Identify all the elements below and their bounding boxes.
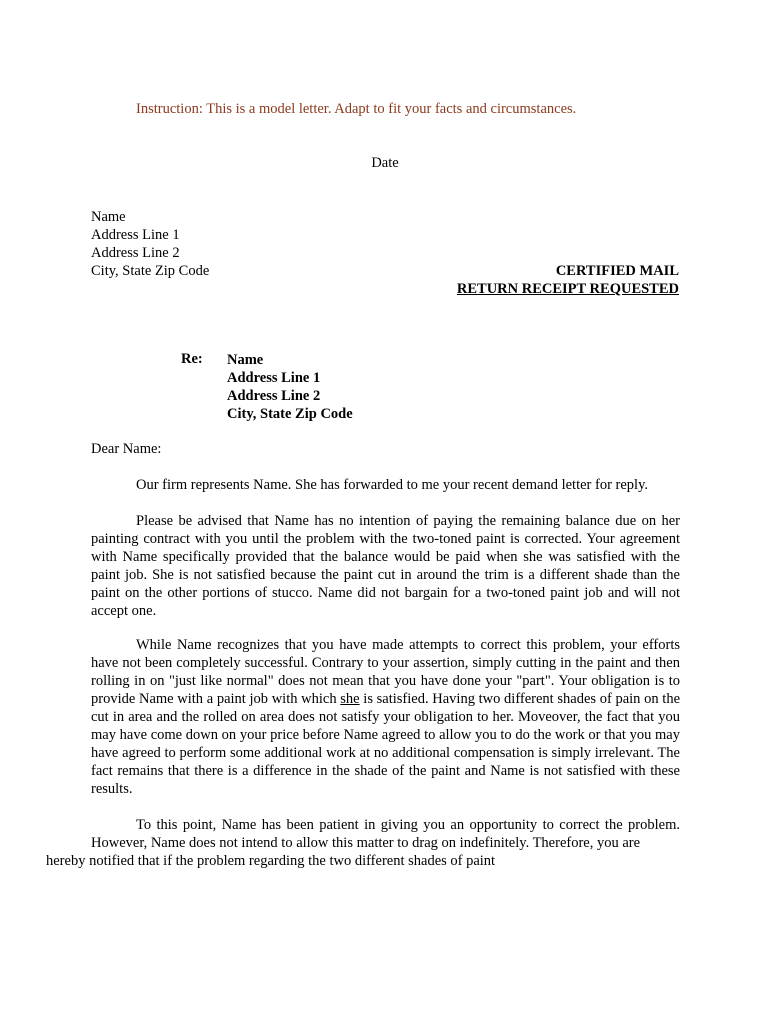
recipient-city-state-zip: City, State Zip Code [91, 263, 210, 279]
paragraph-2-text: Please be advised that Name has no intention of paying the remaining balance due on her painting contract with you until the problem with the two-toned paint is corrected. Your agreement with Name specifically provided that the balance would be paid when she was satisfied with the paint job. She is not satisfied because the paint cut in around the trim is a different shade than the paint on the other portions of stucco. Name did not bargain for a two-toned paint job and will not accept one. [91, 513, 680, 619]
recipient-address-line-1: Address Line 1 [91, 227, 180, 243]
mailing-instructions [457, 262, 679, 298]
paragraph-4-text [46, 816, 680, 870]
recipient-address-line-2: Address Line 2 [91, 245, 180, 261]
re-city-state-zip: City, State Zip Code [227, 406, 353, 422]
paragraph-3-emphasis: she [340, 691, 360, 707]
return-receipt-label: RETURN RECEIPT REQUESTED [456, 281, 679, 297]
recipient-name: Name [91, 209, 126, 225]
paragraph-1 [91, 476, 680, 494]
paragraph-3 [91, 636, 680, 798]
re-address-line-2: Address Line 2 [227, 388, 321, 404]
re-name: Name [227, 352, 264, 368]
paragraph-4 [46, 816, 680, 870]
re-address-line-1: Address Line 1 [227, 370, 321, 386]
paragraph-3-part-a: While Name recognizes that you have made attempts to correct this problem, your efforts have not been completely successful. Contrary to your assertion, simply cutting in the paint and then rolling in on "just like normal" does not mean that you have done your "part". Your obligation is to provide Name with a paint job with which [91, 637, 680, 707]
recipient-address-block [91, 208, 209, 280]
letter-date: Date [371, 155, 399, 171]
certified-mail-label: CERTIFIED MAIL [555, 263, 679, 279]
paragraph-3-part-c: is satisfied. Having two different shades of pain on the cut in area and the rolled on area does not satisfy your obligation to her. Moveover, the fact that you may have come down on your price before Name agreed to allow you to do the work or that you may have agreed to perform some additional work at no additional compensation is simply irrelevant. The fact remains that there is a difference in the shade of the paint and Name is not satisfied with these results. [91, 691, 680, 797]
paragraph-2 [91, 512, 680, 620]
paragraph-3-text [91, 636, 680, 798]
re-address-block [227, 351, 353, 423]
paragraph-4-part-b: hereby notified that if the problem regarding the two different shades of paint [46, 853, 496, 869]
paragraph-1-text: Our firm represents Name. She has forwarded to me your recent demand letter for reply. [136, 477, 649, 493]
instruction-note: Instruction: This is a model letter. Adapt to fit your facts and circumstances. [136, 101, 577, 117]
re-label: Re: [181, 351, 203, 367]
salutation: Dear Name: [91, 441, 162, 457]
paragraph-4-part-a: To this point, Name has been patient in giving you an opportunity to correct the problem. However, Name does not intend to allow this matter to drag on indefinitely. Therefore, you are [91, 817, 680, 851]
